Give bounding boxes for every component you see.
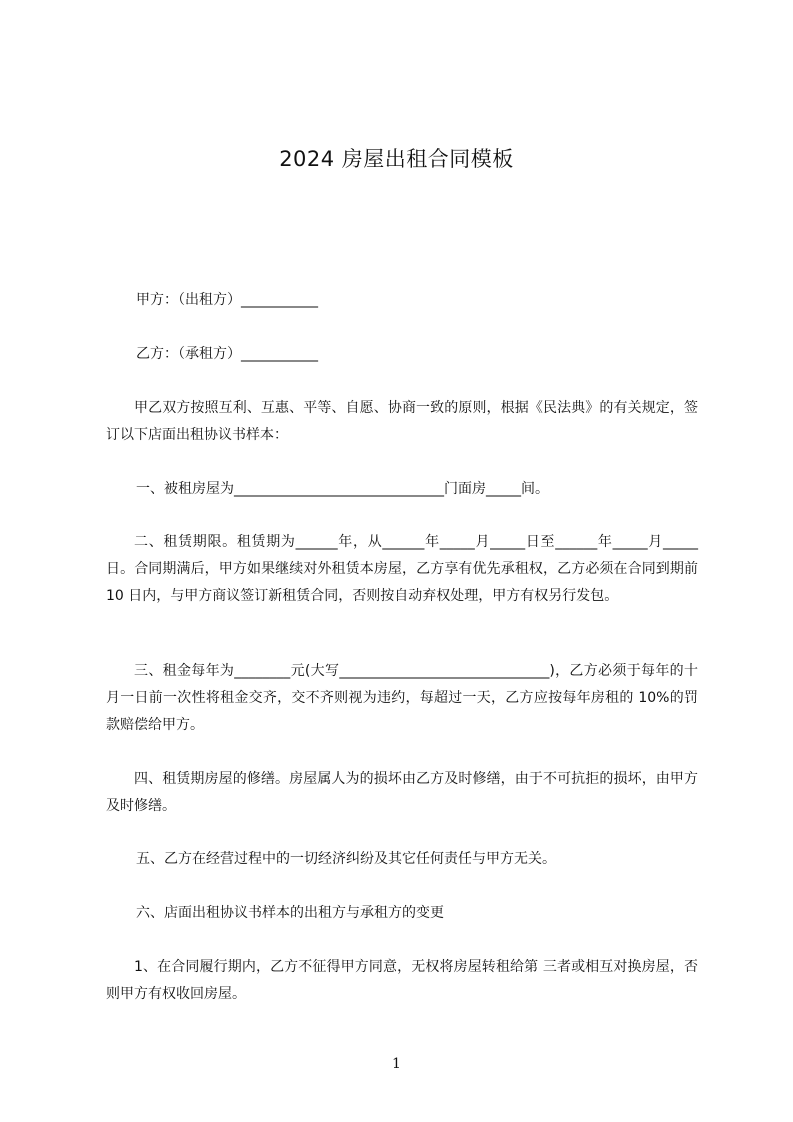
clause-6-1: 1、在合同履行期内，乙方不征得甲方同意，无权将房屋转租给第 三者或相互对换房屋，否则甲方有权收回房屋。 (106, 959, 698, 1002)
clause-5: 五、乙方在经营过程中的一切经济纠纷及其它任何责任与甲方无关。 (136, 851, 556, 867)
page-number: 1 (392, 1056, 401, 1072)
party-a-line: 甲方：（出租方）___________ (136, 292, 318, 308)
clause-6: 六、店面出租协议书样本的出租方与承租方的变更 (136, 905, 444, 921)
document-title: 2024 房屋出租合同模板 (279, 147, 514, 171)
intro-paragraph: 甲乙双方按照互利、互惠、平等、自愿、协商一致的原则，根据《民法典》的有关规定，签订以下店面出租协议书样本： (106, 400, 698, 443)
clause-3: 三、租金每年为________元(大写______________________________)，乙方必须于每年的十月一日前一次性将租金交齐，交不齐则视为违约，每超过一天，乙方应按每年房租的 10%的罚款赔偿给甲方。 (106, 663, 698, 733)
clause-1: 一、被租房屋为______________________________门面房_____间。 (136, 481, 549, 497)
party-b-line: 乙方：（承租方）___________ (136, 346, 318, 362)
clause-2: 二、租赁期限。租赁期为______年，从______年_____月_____日至______年_____月_____日。合同期满后，甲方如果继续对外租赁本房屋，乙方享有优先承租权，乙方必须在合同到期前 10 日内，与甲方商议签订新租赁合同，否则按自动弃权处理，甲方有权另行发包。 (106, 534, 703, 604)
clause-4: 四、租赁期房屋的修缮。房屋属人为的损坏由乙方及时修缮，由于不可抗拒的损坏，由甲方及时修缮。 (106, 771, 698, 814)
